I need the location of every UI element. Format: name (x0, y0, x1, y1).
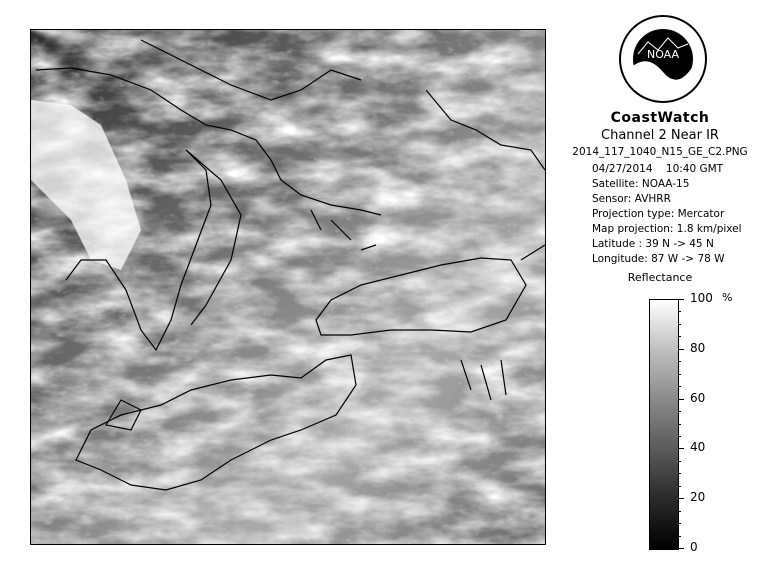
filename-label: 2014_117_1040_N15_GE_C2.PNG (572, 146, 748, 158)
colorbar-minor-tick (678, 411, 681, 412)
logo-text: NOAA (646, 48, 680, 61)
colorbar-minor-tick (678, 324, 681, 325)
metadata-list (592, 162, 742, 267)
colorbar-tick-label: 80 (690, 340, 706, 355)
colorbar-tick-label: 20 (690, 490, 706, 505)
colorbar-minor-tick (678, 424, 681, 425)
satellite-image-svg (31, 30, 545, 544)
colorbar-minor-tick (678, 461, 681, 462)
colorbar-tick-label: 100 (690, 291, 713, 305)
colorbar-tick-label: 60 (690, 390, 706, 405)
colorbar-tick (678, 498, 684, 499)
colorbar-minor-tick (678, 473, 681, 474)
projection-type-label: Projection type: Mercator (592, 208, 725, 220)
colorbar-minor-tick (678, 386, 681, 387)
colorbar-minor-tick (678, 436, 681, 437)
colorbar-tick (678, 548, 684, 549)
latitude-label: Latitude : 39 N -> 45 N (592, 238, 714, 250)
legend-title: Reflectance (627, 271, 693, 284)
channel-label: Channel 2 Near IR (601, 128, 719, 143)
reflectance-colorbar (649, 299, 679, 550)
sensor-label: Sensor: AVHRR (592, 193, 671, 205)
date-label: 04/27/2014 (592, 163, 653, 175)
cloud-texture (31, 30, 545, 544)
longitude-label: Longitude: 87 W -> 78 W (592, 253, 725, 265)
time-label: 10:40 GMT (665, 163, 724, 175)
colorbar-minor-tick (678, 311, 681, 312)
colorbar-tick-label: 40 (690, 440, 706, 455)
colorbar-minor-tick (678, 361, 681, 362)
colorbar-tick-label: 0 (690, 540, 698, 554)
brand-title: CoastWatch (610, 110, 710, 126)
map-projection-label: Map projection: 1.8 km/pixel (592, 223, 742, 235)
colorbar-minor-tick (678, 511, 681, 512)
colorbar-tick (678, 399, 684, 400)
colorbar-minor-tick (678, 536, 681, 537)
colorbar-tick (678, 448, 684, 449)
colorbar-tick (678, 349, 684, 350)
colorbar-minor-tick (678, 374, 681, 375)
colorbar-minor-tick (678, 523, 681, 524)
colorbar-tick (678, 299, 684, 300)
colorbar-minor-tick (678, 486, 681, 487)
satellite-label: Satellite: NOAA-15 (592, 178, 690, 190)
noaa-logo-icon (618, 14, 708, 104)
colorbar-minor-tick (678, 336, 681, 337)
datetime-row (592, 162, 742, 177)
satellite-image (30, 29, 546, 545)
legend-unit: % (722, 291, 733, 304)
